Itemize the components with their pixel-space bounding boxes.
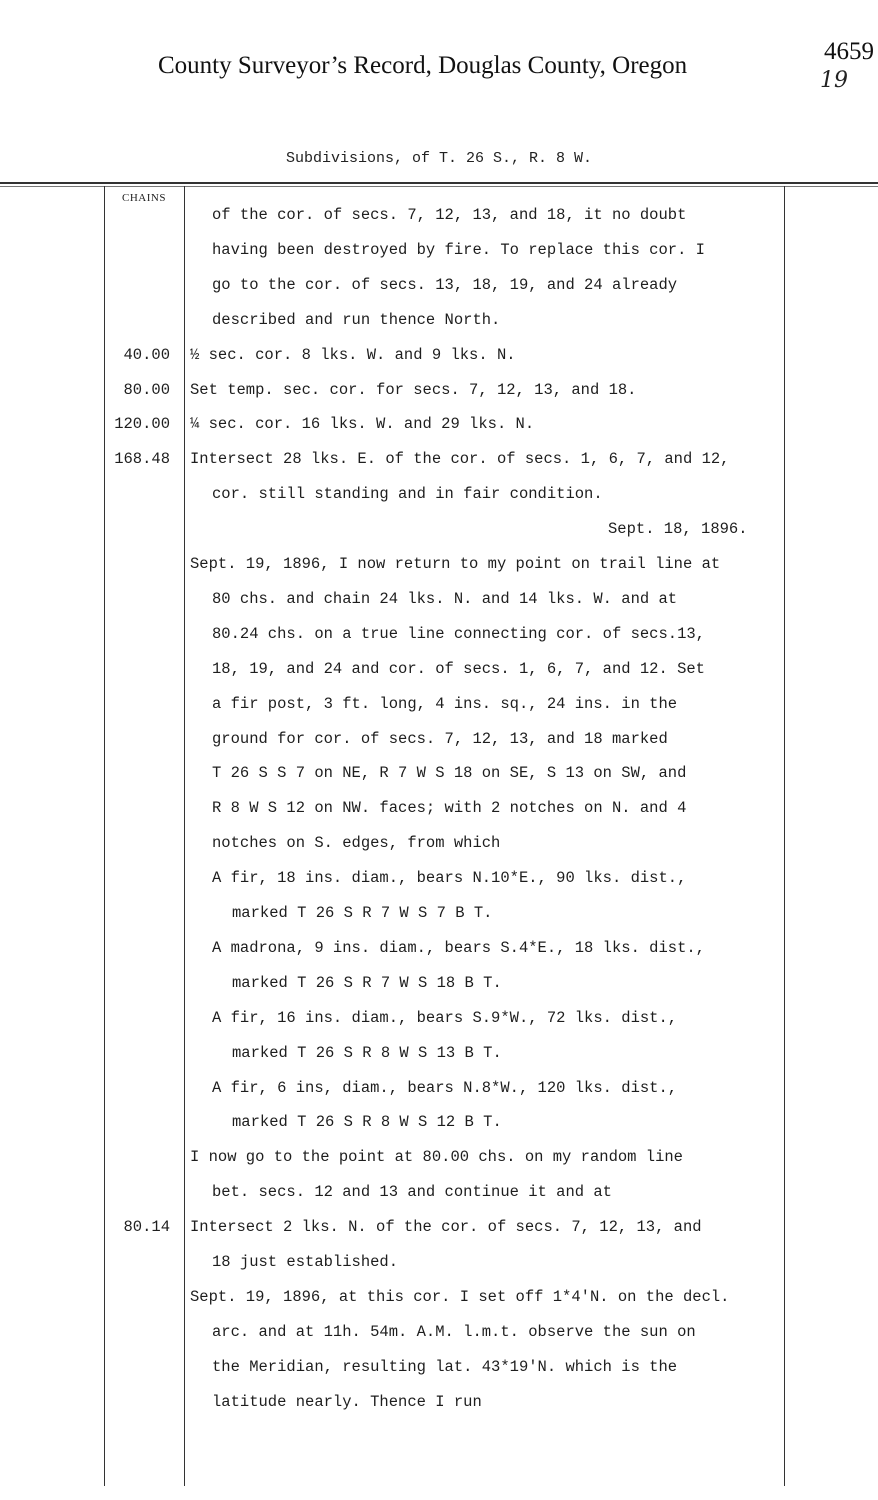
record-line: A fir, 18 ins. diam., bears N.10*E., 90 lks. dist., xyxy=(212,869,687,888)
record-line: ground for cor. of secs. 7, 12, 13, and 18 marked xyxy=(212,729,668,748)
record-line: arc. and at 11h. 54m. A.M. l.m.t. observe the sun on xyxy=(212,1322,696,1341)
record-line: the Meridian, resulting lat. 43*19'N. which is the xyxy=(212,1357,678,1376)
right-margin-rule xyxy=(784,186,785,1486)
top-rule xyxy=(0,182,878,184)
chains-column-header: CHAINS xyxy=(122,192,166,204)
record-line: A fir, 6 ins, diam., bears N.8*W., 120 lks. dist., xyxy=(212,1078,678,1097)
chains-column-rule xyxy=(184,186,185,1486)
record-line: 80.24 chs. on a true line connecting cor. of secs.13, xyxy=(212,624,705,643)
record-line: go to the cor. of secs. 13, 18, 19, and 24 already xyxy=(212,275,678,294)
record-line: bet. secs. 12 and 13 and continue it and at xyxy=(212,1183,612,1202)
record-line: cor. still standing and in fair condition. xyxy=(212,485,603,504)
chain-distance: 80.14 xyxy=(123,1218,170,1237)
record-line: ¼ sec. cor. 16 lks. W. and 29 lks. N. xyxy=(190,415,535,434)
chain-distance: 120.00 xyxy=(114,415,170,434)
record-line: a fir post, 3 ft. long, 4 ins. sq., 24 ins. in the xyxy=(212,694,678,713)
record-line: A fir, 16 ins. diam., bears S.9*W., 72 lks. dist., xyxy=(212,1008,678,1027)
record-line: R 8 W S 12 on NW. faces; with 2 notches on N. and 4 xyxy=(212,799,687,818)
record-line: T 26 S S 7 on NE, R 7 W S 18 on SE, S 13 on SW, and xyxy=(212,764,687,783)
chain-distance: 40.00 xyxy=(123,345,170,364)
record-line: Sept. 19, 1896, at this cor. I set off 1*4'N. on the decl. xyxy=(190,1287,730,1306)
record-line: 18, 19, and 24 and cor. of secs. 1, 6, 7, and 12. Set xyxy=(212,659,705,678)
page-number: 4659 xyxy=(824,38,874,65)
handwritten-page-mark: 19 xyxy=(820,68,848,93)
record-line: described and run thence North. xyxy=(212,310,501,329)
page-title: County Surveyor’s Record, Douglas County, Oregon xyxy=(158,52,688,79)
record-line: I now go to the point at 80.00 chs. on my random line xyxy=(190,1148,683,1167)
record-line: Intersect 2 lks. N. of the cor. of secs. 7, 12, 13, and xyxy=(190,1218,702,1237)
record-line: marked T 26 S R 8 W S 13 B T. xyxy=(232,1043,502,1062)
record-line: marked T 26 S R 8 W S 12 B T. xyxy=(232,1113,502,1132)
record-line: 80 chs. and chain 24 lks. N. and 14 lks. W. and at xyxy=(212,589,678,608)
record-line: Sept. 19, 1896, I now return to my point on trail line at xyxy=(190,555,721,573)
chain-distance: 80.00 xyxy=(123,380,170,399)
chain-distance: 168.48 xyxy=(114,450,170,469)
record-line: Set temp. sec. cor. for secs. 7, 12, 13, and 18. xyxy=(190,380,637,399)
record-line: ½ sec. cor. 8 lks. W. and 9 lks. N. xyxy=(190,345,516,364)
record-line: marked T 26 S R 7 W S 7 B T. xyxy=(232,904,493,922)
record-line: of the cor. of secs. 7, 12, 13, and 18, it no doubt xyxy=(212,206,687,224)
record-line: notches on S. edges, from which xyxy=(212,834,501,853)
record-line: Sept. 18, 1896. xyxy=(608,520,748,539)
record-line: having been destroyed by fire. To replace this cor. I xyxy=(212,240,705,259)
record-line: Intersect 28 lks. E. of the cor. of secs. 1, 6, 7, and 12, xyxy=(190,450,730,469)
record-line: marked T 26 S R 7 W S 18 B T. xyxy=(232,973,502,992)
record-line: 18 just established. xyxy=(212,1253,399,1271)
section-subtitle: Subdivisions, of T. 26 S., R. 8 W. xyxy=(285,150,593,167)
record-line: latitude nearly. Thence I run xyxy=(212,1392,482,1411)
top-rule-secondary xyxy=(0,186,878,187)
record-line: A madrona, 9 ins. diam., bears S.4*E., 18 lks. dist., xyxy=(212,938,705,957)
